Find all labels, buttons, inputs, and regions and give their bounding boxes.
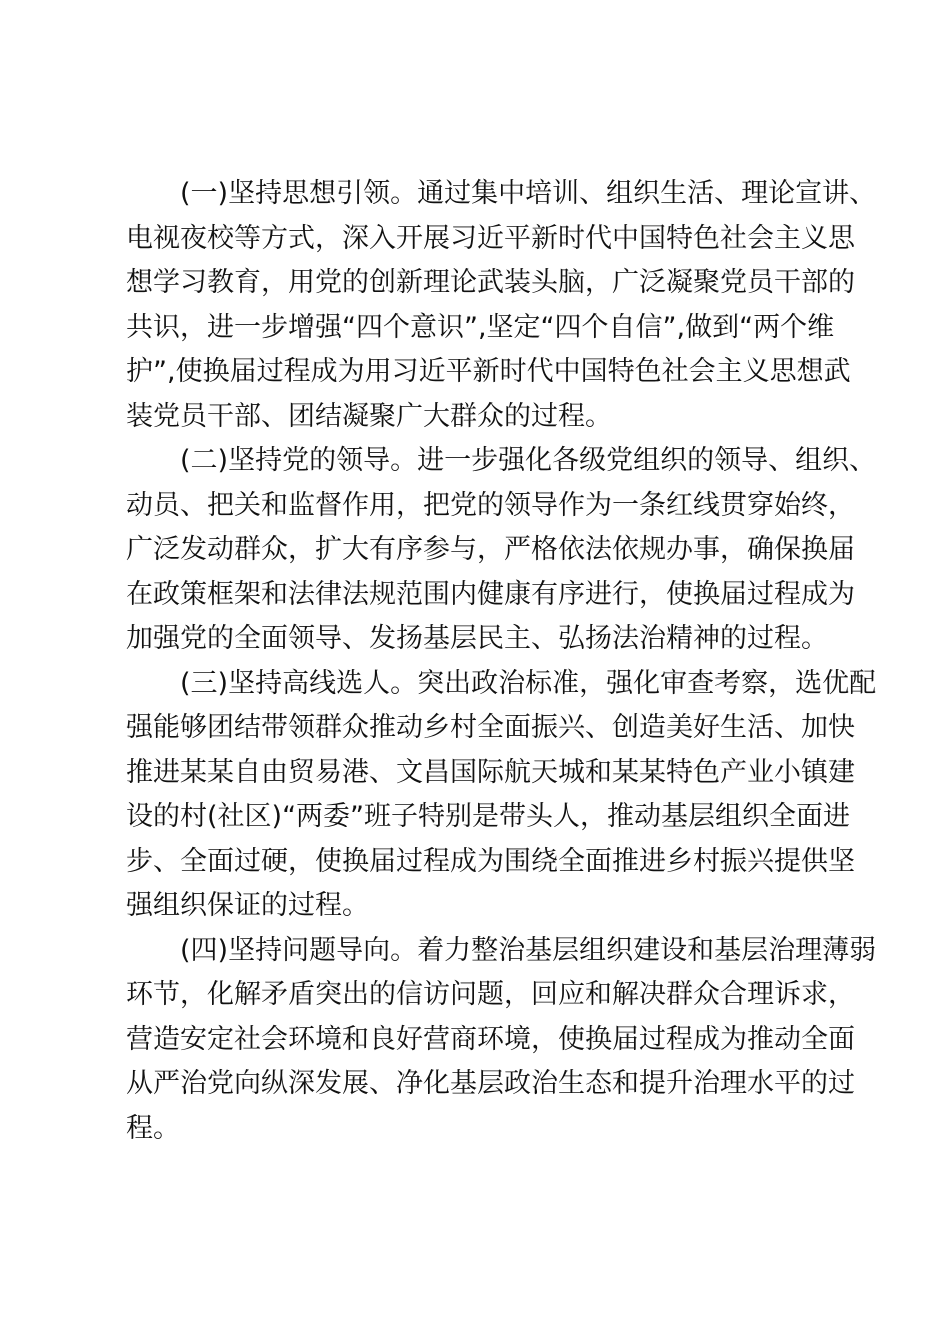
paragraph-line: 强能够团结带领群众推动乡村全面振兴、创造美好生活、加快 — [126, 712, 855, 743]
paragraph-line: 推进某某自由贸易港、文昌国际航天城和某某特色产业小镇建 — [126, 756, 855, 788]
paragraph-line: 强组织保证的过程。 — [126, 890, 369, 921]
paragraph-line: 共识，进一步增强“四个意识”,坚定“四个自信”,做到“两个维 — [126, 311, 835, 343]
paragraph-line: 环节，化解矛盾突出的信访问题，回应和解决群众合理诉求， — [126, 979, 855, 1010]
paragraph-4 — [126, 929, 877, 1152]
paragraph-line: (四)坚持问题导向。着力整治基层组织建设和基层治理薄弱 — [180, 934, 877, 966]
paragraph-line: 护”,使换届过程成为用习近平新时代中国特色社会主义思想武 — [126, 356, 851, 387]
paragraph-line: (一)坚持思想引领。通过集中培训、组织生活、理论宣讲、 — [180, 178, 877, 209]
paragraph-3 — [126, 662, 877, 929]
paragraph-line: 程。 — [126, 1112, 180, 1144]
paragraph-line: (二)坚持党的领导。进一步强化各级党组织的领导、组织、 — [180, 445, 877, 476]
paragraph-line: 广泛发动群众，扩大有序参与，严格依法依规办事，确保换届 — [126, 534, 855, 565]
document-body — [126, 172, 877, 1151]
paragraph-line: 想学习教育，用党的创新理论武装头脑，广泛凝聚党员干部的 — [126, 267, 855, 298]
paragraph-line: 设的村(社区)“两委”班子特别是带头人，推动基层组织全面进 — [126, 801, 851, 832]
paragraph-2 — [126, 439, 877, 662]
paragraph-line: 装党员干部、团结凝聚广大群众的过程。 — [126, 400, 612, 432]
paragraph-line: 从严治党向纵深发展、净化基层政治生态和提升治理水平的过 — [126, 1068, 855, 1099]
paragraph-line: 在政策框架和法律法规范围内健康有序进行，使换届过程成为 — [126, 578, 855, 610]
paragraph-line: (三)坚持高线选人。突出政治标准，强化审查考察，选优配 — [180, 667, 877, 699]
paragraph-line: 动员、把关和监督作用，把党的领导作为一条红线贯穿始终， — [126, 489, 855, 521]
paragraph-1 — [126, 172, 877, 439]
paragraph-line: 电视夜校等方式，深入开展习近平新时代中国特色社会主义思 — [126, 222, 855, 254]
paragraph-line: 步、全面过硬，使换届过程成为围绕全面推进乡村振兴提供坚 — [126, 845, 855, 877]
paragraph-line: 加强党的全面领导、发扬基层民主、弘扬法治精神的过程。 — [126, 623, 828, 654]
paragraph-line: 营造安定社会环境和良好营商环境，使换届过程成为推动全面 — [126, 1023, 855, 1055]
